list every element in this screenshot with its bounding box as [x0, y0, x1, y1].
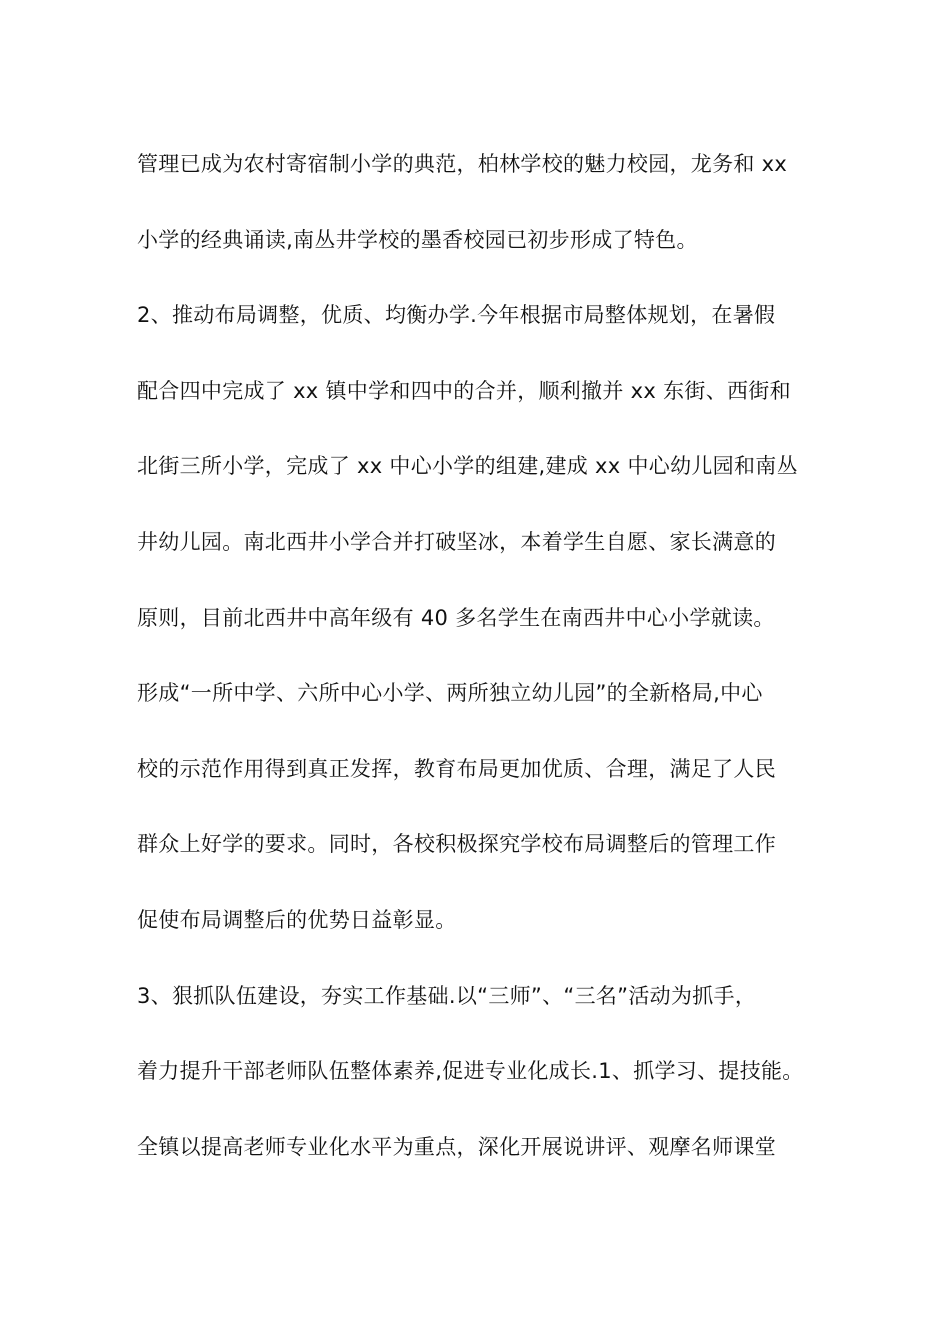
text-line: 井幼儿园。南北西井小学合并打破坚冰，本着学生自愿、家长满意的 — [137, 529, 776, 554]
text-line: 2、推动布局调整，优质、均衡办学.今年根据市局整体规划，在暑假 — [137, 303, 776, 328]
text-line: 小学的经典诵读,南丛井学校的墨香校园已初步形成了特色。 — [137, 227, 698, 252]
body-text — [137, 142, 837, 1200]
text-line: 管理已成为农村寄宿制小学的典范，柏林学校的魅力校园，龙务和 xx — [137, 152, 788, 176]
text-line: 北街三所小学，完成了 xx 中心小学的组建,建成 xx 中心幼儿园和南丛 — [137, 454, 798, 479]
text-line: 全镇以提高老师专业化水平为重点，深化开展说讲评、观摩名师课堂 — [137, 1134, 776, 1159]
text-line: 形成“一所中学、六所中心小学、两所独立幼儿园”的全新格局,中心 — [137, 681, 763, 706]
text-line: 群众上好学的要求。同时，各校积极探究学校布局调整后的管理工作 — [137, 832, 776, 857]
text-line: 促使布局调整后的优势日益彰显。 — [137, 907, 457, 932]
text-line: 校的示范作用得到真正发挥，教育布局更加优质、合理，满足了人民 — [137, 756, 776, 781]
text-line: 3、狠抓队伍建设，夯实工作基础.以“三师”、“三名”活动为抓手， — [137, 983, 757, 1008]
text-line: 原则，目前北西井中高年级有 40 多名学生在南西井中心小学就读。 — [137, 605, 775, 630]
text-line: 着力提升干部老师队伍整体素养,促进专业化成长.1、抓学习、提技能。 — [137, 1059, 804, 1084]
text-line: 配合四中完成了 xx 镇中学和四中的合并，顺利撤并 xx 东街、西街和 — [137, 378, 791, 403]
